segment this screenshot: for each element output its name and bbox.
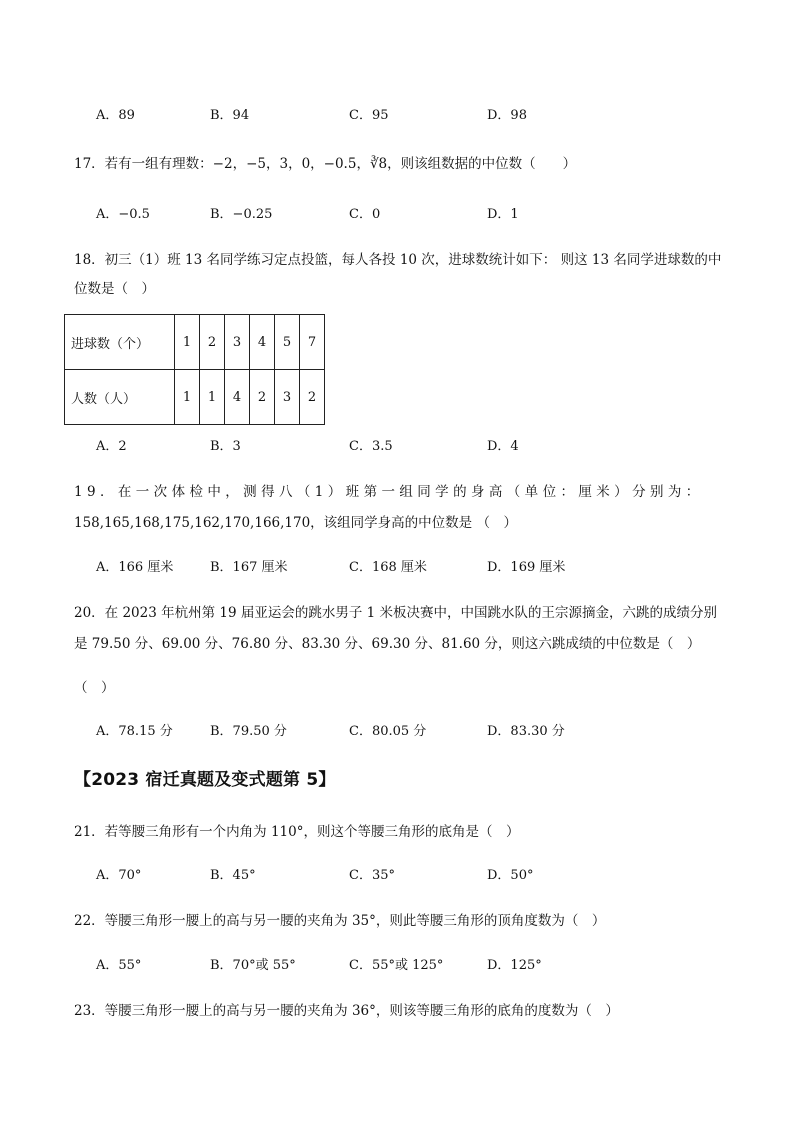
q19-option-d: D．169 厘米 [487,560,566,575]
q17-stem: 17．若有一组有理数：−2，−5，3，0，−0.5，∛8，则该组数据的中位数（ ） [74,156,577,172]
q17-option-a: A．−0.5 [96,207,150,222]
table-cell: 2 [200,315,225,370]
q20-stem-line3: （ ） [74,680,115,696]
q21-option-c: C．35° [349,868,395,883]
q20-option-b: B．79.50 分 [210,724,287,739]
table-row-people [65,370,325,425]
q17-option-c: C．0 [349,207,381,222]
q20-option-c: C．80.05 分 [349,724,427,739]
q20-option-d: D．83.30 分 [487,724,565,739]
table-cell: 1 [200,370,225,425]
table-cell: 2 [300,370,325,425]
q19-option-b: B．167 厘米 [210,560,288,575]
q18-stem-line2: 位数是（ ） [74,281,155,297]
q22-option-c: C．55°或 125° [349,958,444,973]
q23-stem: 23．等腰三角形一腰上的高与另一腰的夹角为 36°，则该等腰三角形的底角的度数为（ ） [74,1003,619,1019]
q20-option-a: A．78.15 分 [96,724,173,739]
q18-option-a: A．2 [96,439,127,454]
table-cell-label: 人数（人） [65,370,175,425]
q16-option-b: B．94 [210,108,250,123]
q18-option-b: B．3 [210,439,241,454]
q18-option-c: C．3.5 [349,439,393,454]
score-table [64,314,325,425]
table-cell-label: 进球数（个） [65,315,175,370]
q19-option-c: C．168 厘米 [349,560,427,575]
q20-stem-line1: 20．在 2023 年杭州第 19 届亚运会的跳水男子 1 米板决赛中，中国跳水队的王宗源摘金，六跳的成绩分别 [74,605,718,621]
q16-option-d: D．98 [487,108,527,123]
q21-option-a: A．70° [96,868,142,883]
q17-option-b: B．−0.25 [210,207,273,222]
q22-option-a: A．55° [96,958,142,973]
q16-option-c: C．95 [349,108,389,123]
q19-stem-line1: 19．在一次体检中，测得八（1）班第一组同学的身高（单位：厘米）分别为： [74,484,704,500]
table-cell: 4 [250,315,275,370]
section-heading: 【2023 宿迁真题及变式题第 5】 [74,770,336,790]
q18-stem-line1: 18．初三（1）班 13 名同学练习定点投篮，每人各投 10 次，进球数统计如下： 则这 13 名同学进球数的中 [74,252,722,268]
table-cell: 7 [300,315,325,370]
q16-option-a: A．89 [96,108,135,123]
table-cell: 3 [275,370,300,425]
q21-option-d: D．50° [487,868,534,883]
table-cell: 2 [250,370,275,425]
q22-option-b: B．70°或 55° [210,958,296,973]
table-cell: 1 [175,315,200,370]
q17-option-d: D．1 [487,207,519,222]
table-cell: 4 [225,370,250,425]
table-cell: 1 [175,370,200,425]
q21-stem: 21．若等腰三角形有一个内角为 110°，则这个等腰三角形的底角是（ ） [74,824,520,840]
q19-option-a: A．166 厘米 [96,560,174,575]
q19-stem-line2: 158,165,168,175,162,170,166,170，该组同学身高的中位数是 （ ） [74,515,517,531]
q18-option-d: D．4 [487,439,519,454]
table-cell: 5 [275,315,300,370]
q22-stem: 22．等腰三角形一腰上的高与另一腰的夹角为 35°，则此等腰三角形的顶角度数为（ ） [74,913,606,929]
q21-option-b: B．45° [210,868,256,883]
q20-stem-line2: 是 79.50 分、69.00 分、76.80 分、83.30 分、69.30 分、81.60 分，则这六跳成绩的中位数是（ ） [74,636,701,652]
table-row-goals [65,315,325,370]
q22-option-d: D．125° [487,958,542,973]
table-cell: 3 [225,315,250,370]
